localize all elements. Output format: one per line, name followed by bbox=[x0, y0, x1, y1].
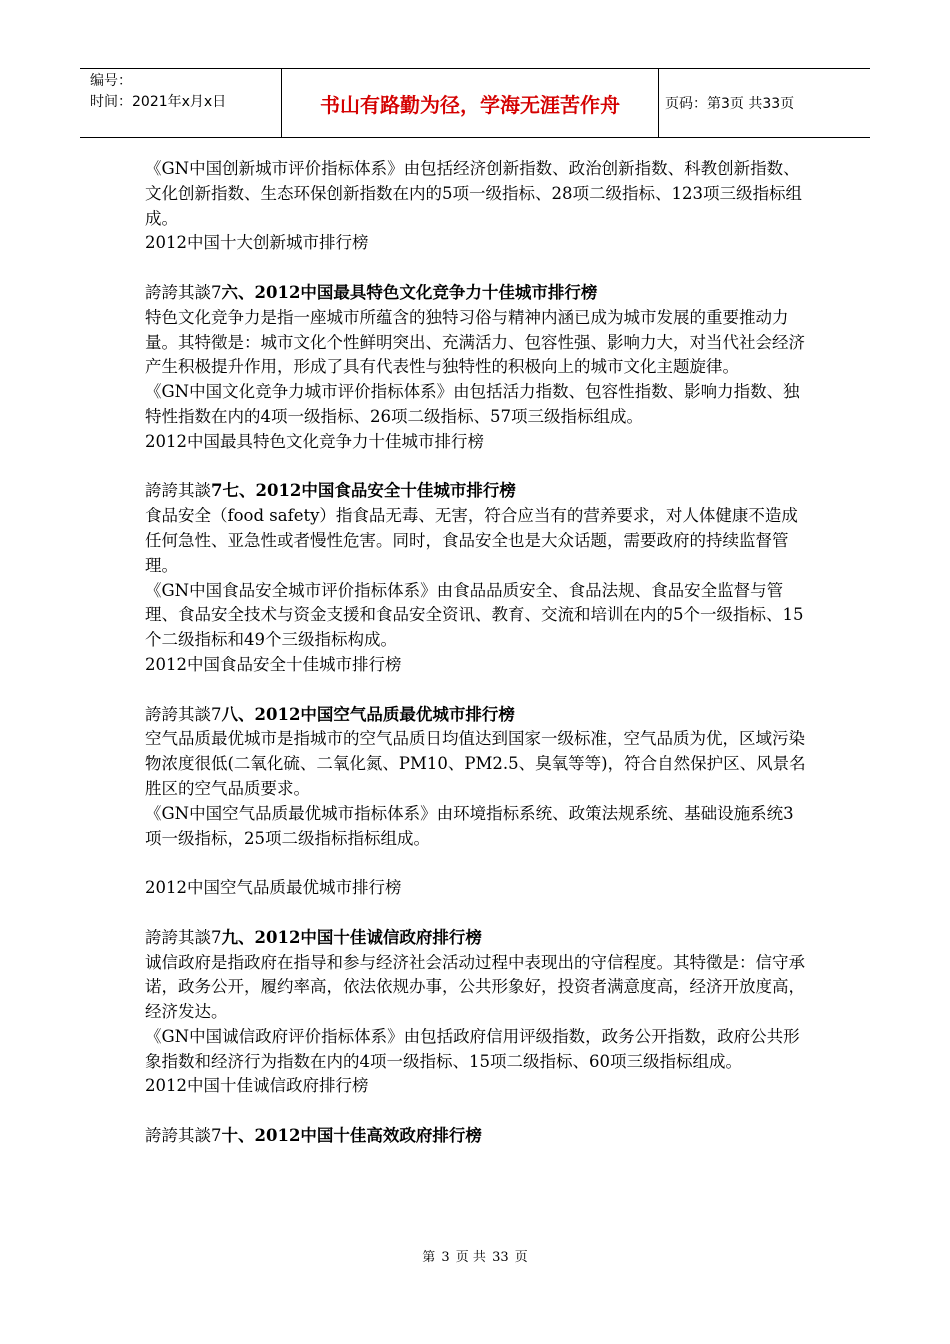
footer-page-total: 33 bbox=[492, 1250, 509, 1265]
section-7-para-2: 《GN中国食品安全城市评价指标体系》由食品品质安全、食品法规、食品安全监督与管理、食品安全技术与资金支援和食品安全资讯、教育、交流和培训在内的5个一级指标、15个二级指标和49个三级指标构成。 bbox=[145, 580, 804, 650]
section-title-10: 誇誇其談7十、2012中国十佳高效政府排行榜 bbox=[145, 1126, 482, 1146]
section-title-8: 誇誇其談7八、2012中国空气品质最优城市排行榜 bbox=[145, 704, 515, 724]
section-6-para-2: 《GN中国文化竞争力城市评价指标体系》由包括活力指数、包容性指数、影响力指数、独特性指数在内的4项一级指标、26项二级指标、57项三级指标组成。 bbox=[145, 382, 800, 426]
section-9-list-title: 2012中国十佳诚信政府排行榜 bbox=[145, 1076, 369, 1096]
section-8-para-1: 空气品质最优城市是指城市的空气品质日均值达到国家一级标准，空气品质为优，区域污染物浓度很低(二氧化硫、二氧化氮、PM10、PM2.5、臭氧等等)，符合自然保护区、风景名胜区的空气品质要求。 bbox=[145, 729, 806, 798]
intro-list-title: 2012中国十大创新城市排行榜 bbox=[145, 233, 369, 253]
section-7-para-1: 食品安全（food safety）指食品无毒、无害，符合应当有的营养要求，对人体健康不造成任何急性、亚急性或者慢性危害。同时，食品安全也是大众话题，需要政府的持续监督管理。 bbox=[145, 506, 798, 575]
footer-page-number: 3 bbox=[441, 1250, 450, 1265]
section-9-para-2: 《GN中国诚信政府评价指标体系》由包括政府信用评级指数，政务公开指数，政府公共形象指数和经济行为指数在内的4项一级指标、15项二级指标、60项三级指标组成。 bbox=[145, 1026, 800, 1071]
number-label: 编号： bbox=[90, 73, 132, 89]
document-body bbox=[145, 157, 810, 1149]
page-footer: 第 3 页 共 33 页 bbox=[422, 1250, 528, 1265]
time-label: 时间：2021年x月x日 bbox=[90, 94, 227, 110]
header-motto: 书山有路勤为径，学海无涯苦作舟 bbox=[282, 69, 659, 137]
intro-paragraph: 《GN中国创新城市评价指标体系》由包括经济创新指数、政治创新指数、科教创新指数、文化创新指数、生态环保创新指数在内的5项一级指标、28项二级指标、123项三级指标组成。 bbox=[145, 159, 802, 228]
page-header bbox=[80, 68, 870, 138]
header-page-info: 页码：第3页 共33页 bbox=[665, 96, 795, 112]
header-meta bbox=[80, 69, 282, 137]
section-6-para-1: 特色文化竞争力是指一座城市所蕴含的独特习俗与精神内涵已成为城市发展的重要推动力量。其特徵是：城市文化个性鲜明突出、充满活力、包容性强、影响力大，对当代社会经济产生积极提升作用，形成了具有代表性与独特性的积极向上的城市文化主题旋律。 bbox=[145, 307, 805, 377]
section-title-7: 誇誇其談7七、2012中国食品安全十佳城市排行榜 bbox=[145, 481, 516, 501]
section-title-9: 誇誇其談7九、2012中国十佳诚信政府排行榜 bbox=[145, 927, 482, 947]
section-title-6: 誇誇其談7六、2012中国最具特色文化竞争力十佳城市排行榜 bbox=[145, 282, 598, 302]
section-6-list-title: 2012中国最具特色文化竞争力十佳城市排行榜 bbox=[145, 431, 484, 451]
section-8-list-title: 2012中国空气品质最优城市排行榜 bbox=[145, 878, 402, 898]
section-8-para-2: 《GN中国空气品质最优城市指标体系》由环境指标系统、政策法规系统、基础设施系统3项一级指标，25项二级指标指标组成。 bbox=[145, 803, 794, 848]
section-7-list-title: 2012中国食品安全十佳城市排行榜 bbox=[145, 654, 402, 674]
section-9-para-1: 诚信政府是指政府在指导和参与经济社会活动过程中表现出的守信程度。其特徵是：信守承诺，政务公开，履约率高，依法依规办事，公共形象好，投资者满意度高，经济开放度高，经济发达。 bbox=[145, 952, 805, 1022]
